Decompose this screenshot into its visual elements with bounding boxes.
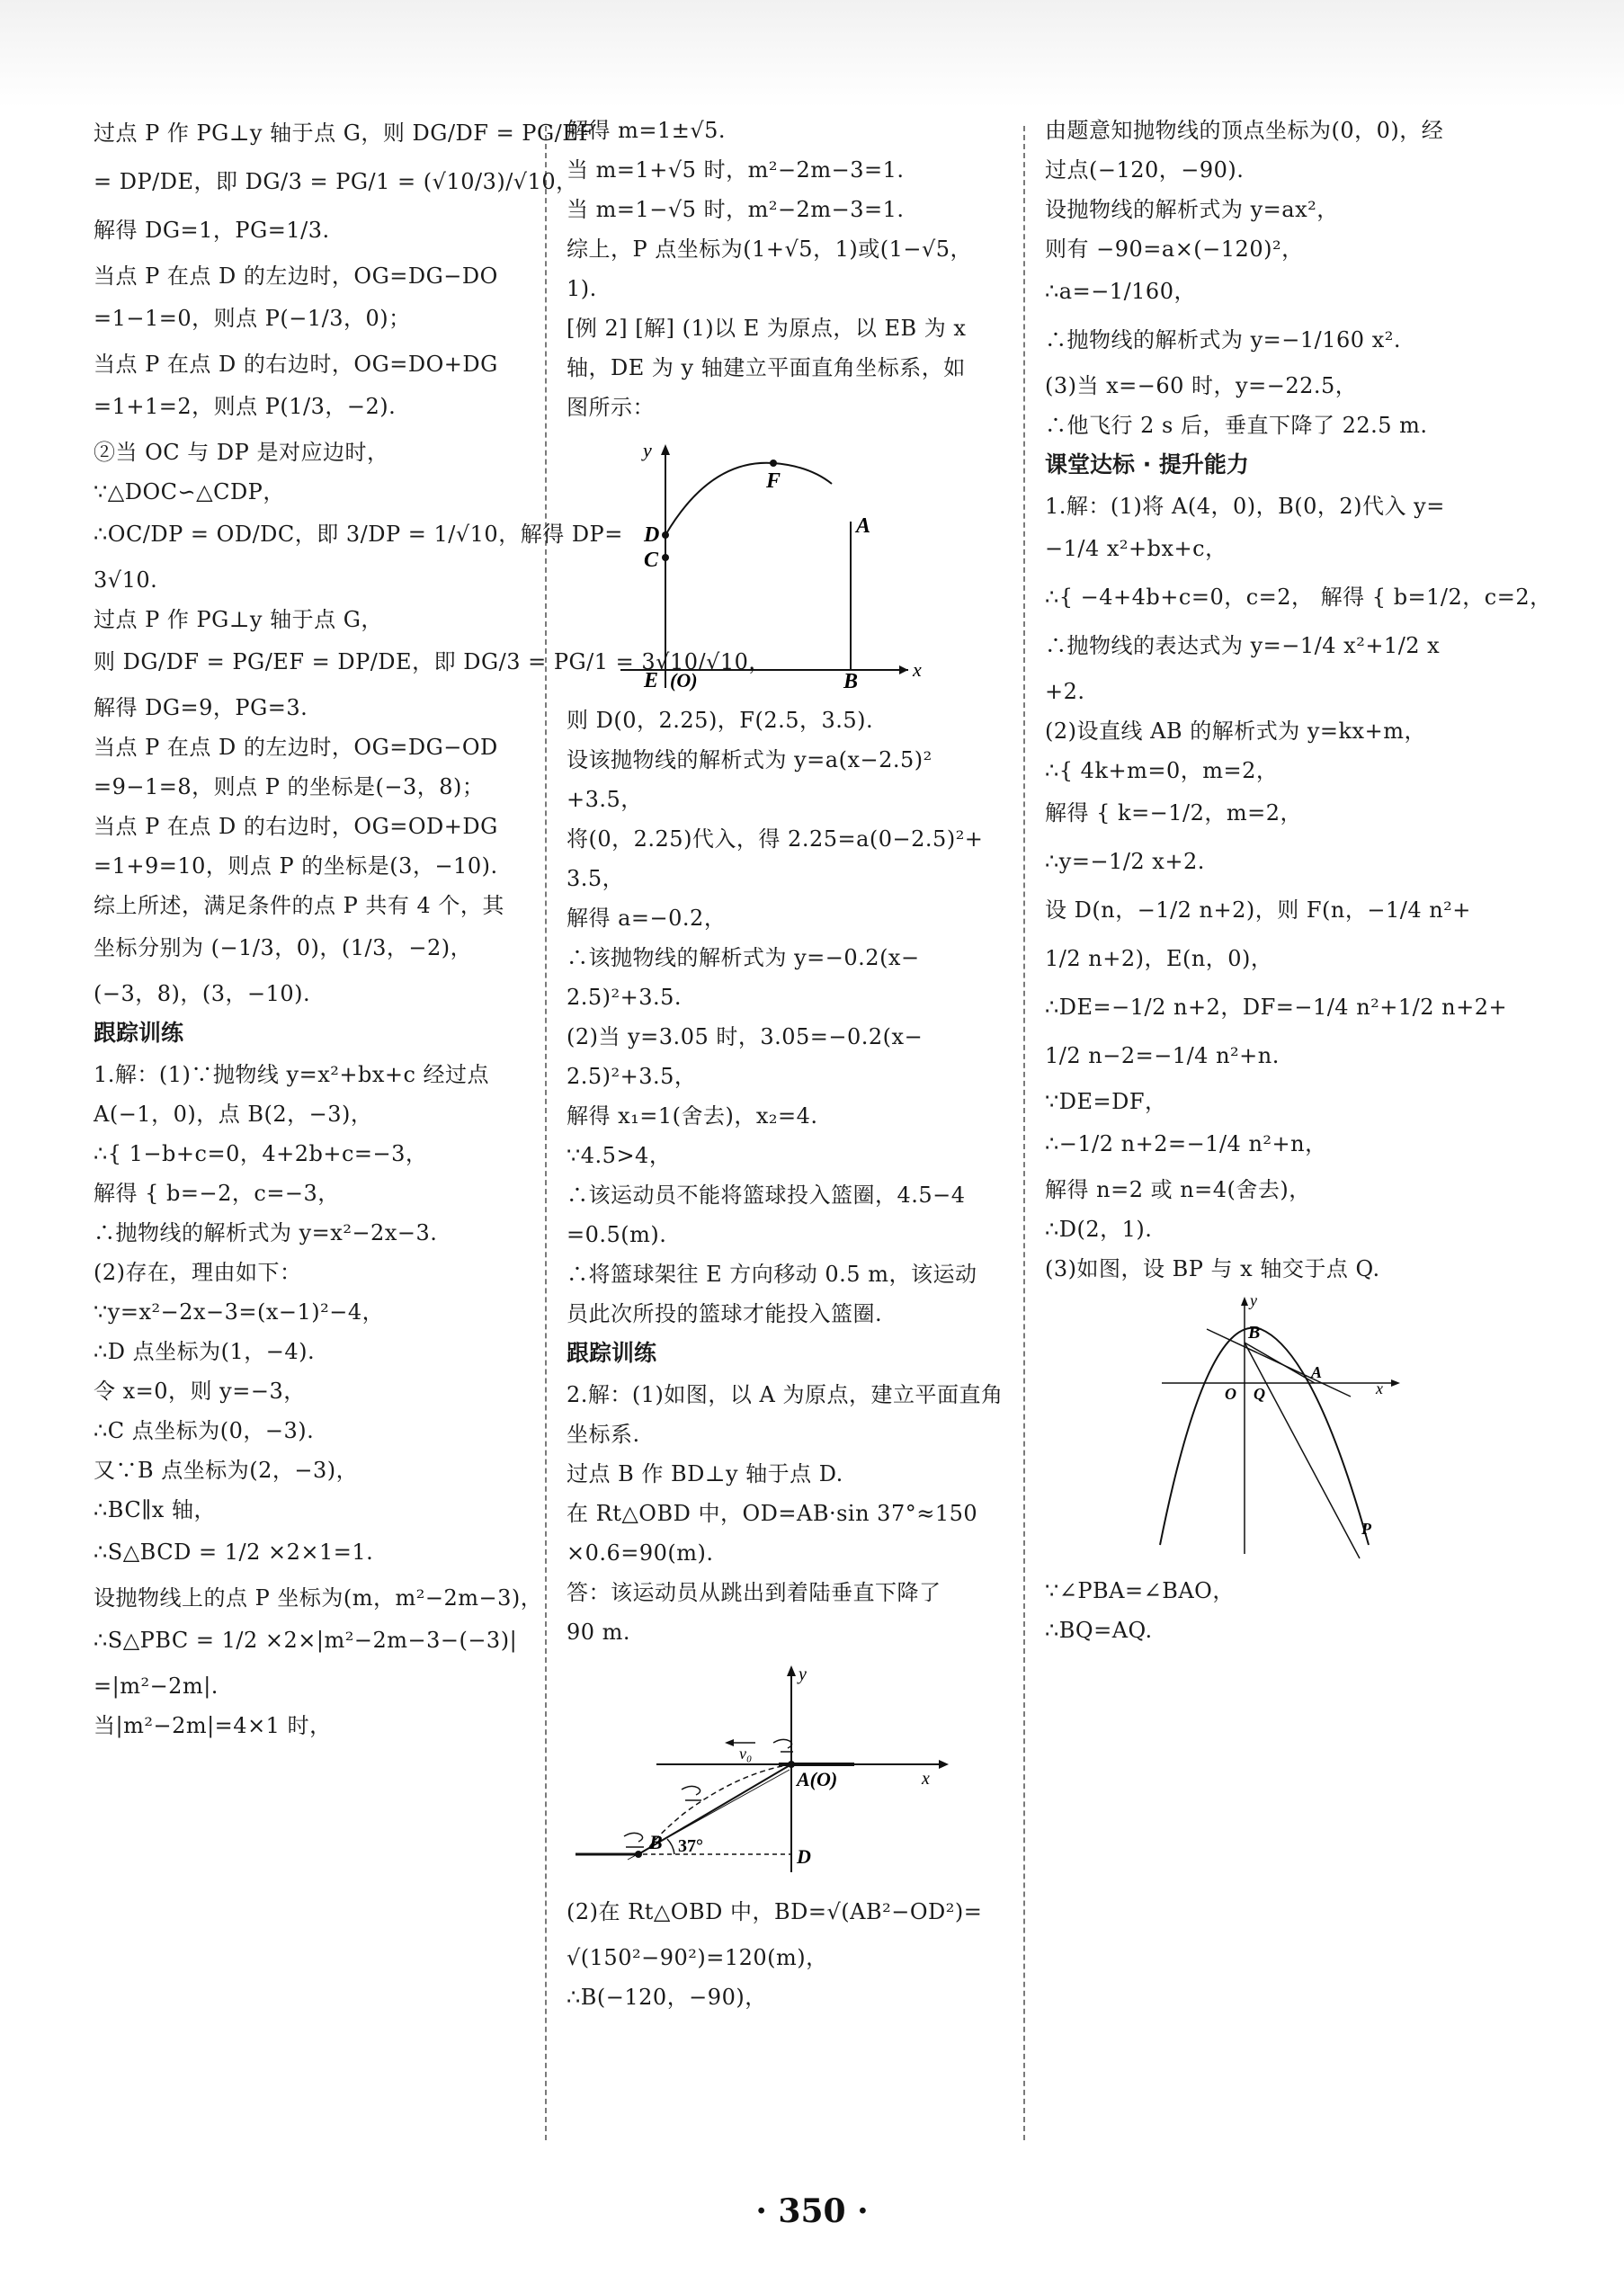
text-line: 设 D(n，−1/2 n+2)，则 F(n，−1/4 n²+ bbox=[1045, 897, 1471, 923]
text-line: ×0.6=90(m). bbox=[567, 1540, 714, 1566]
text-line: 则 D(0，2.25)，F(2.5，3.5). bbox=[567, 708, 874, 733]
text-line: ∴BC∥x 轴， bbox=[94, 1497, 216, 1522]
text-line: 1). bbox=[567, 276, 597, 301]
label-B: B bbox=[1248, 1323, 1261, 1343]
label-B: B bbox=[649, 1831, 663, 1853]
text-line: 过点 B 作 BD⊥y 轴于点 D. bbox=[567, 1461, 843, 1486]
column-divider bbox=[1023, 126, 1025, 2140]
text-line: 2.5)²+3.5， bbox=[567, 1064, 697, 1089]
label-A: A bbox=[1311, 1363, 1323, 1381]
text-line: 1.解：(1)将 A(4，0)，B(0，2)代入 y= bbox=[1045, 494, 1445, 519]
text-line: [例 2] [解] (1)以 E 为原点，以 EB 为 x bbox=[567, 316, 967, 341]
basketball-parabola-figure bbox=[567, 432, 944, 692]
text-line: 解得 x₁=1(舍去)，x₂=4. bbox=[567, 1103, 818, 1129]
text-line: +2. bbox=[1045, 679, 1085, 704]
text-line: −1/4 x²+bx+c， bbox=[1045, 536, 1227, 561]
label-C: C bbox=[644, 549, 659, 572]
text-line: ∵y=x²−2x−3=(x−1)²−4， bbox=[94, 1299, 385, 1325]
text-line: 当点 P 在点 D 的右边时，OG=OD+DG bbox=[94, 814, 498, 839]
text-line: ∴他飞行 2 s 后，垂直下降了 22.5 m. bbox=[1045, 413, 1428, 438]
parabola-bp-figure bbox=[1045, 1293, 1405, 1563]
text-line: 则有 −90=a×(−120)²， bbox=[1045, 237, 1304, 262]
label-y: y bbox=[643, 439, 652, 461]
text-line: =0.5(m). bbox=[567, 1222, 667, 1247]
label-v0: v₀ bbox=[739, 1745, 753, 1763]
column-right bbox=[1045, 115, 1552, 2174]
text-line: ∴抛物线的解析式为 y=x²−2x−3. bbox=[94, 1220, 438, 1245]
label-y: y bbox=[1250, 1291, 1257, 1309]
text-line: 当点 P 在点 D 的右边时，OG=DO+DG bbox=[94, 352, 498, 377]
text-line: ∴C 点坐标为(0，−3). bbox=[94, 1418, 315, 1443]
text-line: ∴抛物线的表达式为 y=−1/4 x²+1/2 x bbox=[1045, 633, 1441, 658]
text-line: 设抛物线的解析式为 y=ax²， bbox=[1045, 197, 1339, 222]
text-line: 答：该运动员从跳出到着陆垂直下降了 bbox=[567, 1580, 941, 1605]
text-line: =9−1=8，则点 P 的坐标是(−3，8)； bbox=[94, 774, 485, 799]
text-line: 1.解：(1)∵抛物线 y=x²+bx+c 经过点 bbox=[94, 1062, 490, 1087]
section-heading: 课堂达标 · 提升能力 bbox=[1045, 451, 1249, 478]
text-line: 图所示： bbox=[567, 395, 655, 420]
section-heading: 跟踪训练 bbox=[567, 1340, 657, 1366]
text-line: 综上所述，满足条件的点 P 共有 4 个，其 bbox=[94, 893, 504, 918]
text-line: 设抛物线上的点 P 坐标为(m，m²−2m−3)， bbox=[94, 1585, 543, 1611]
label-Q: Q bbox=[1254, 1385, 1265, 1403]
text-line: 90 m. bbox=[567, 1620, 631, 1645]
text-line: (2)当 y=3.05 时，3.05=−0.2(x− bbox=[567, 1024, 924, 1049]
text-line: ∴DE=−1/2 n+2，DF=−1/4 n²+1/2 n+2+ bbox=[1045, 995, 1508, 1020]
text-line: ∴BQ=AQ. bbox=[1045, 1618, 1153, 1643]
label-O: O bbox=[1225, 1385, 1236, 1403]
text-line: 将(0，2.25)代入，得 2.25=a(0−2.5)²+ bbox=[567, 826, 984, 852]
text-line: ∴B(−120，−90)， bbox=[567, 1985, 767, 2010]
text-line: ∴{ −4+4b+c=0，c=2， 解得 { b=1/2，c=2， bbox=[1045, 585, 1552, 610]
text-line: 在 Rt△OBD 中，OD=AB·sin 37°≈150 bbox=[567, 1501, 978, 1526]
text-line: =1+1=2，则点 P(1/3，−2). bbox=[94, 394, 397, 419]
text-line: ∴y=−1/2 x+2. bbox=[1045, 849, 1205, 874]
text-line: ∵△DOC∽△CDP， bbox=[94, 479, 285, 504]
text-line: 当 m=1+√5 时，m²−2m−3=1. bbox=[567, 157, 905, 183]
text-line: 解得 n=2 或 n=4(舍去)， bbox=[1045, 1177, 1311, 1202]
label-y: y bbox=[799, 1665, 807, 1684]
text-line: 过点 P 作 PG⊥y 轴于点 G， bbox=[94, 607, 383, 632]
text-line: (2)设直线 AB 的解析式为 y=kx+m， bbox=[1045, 719, 1426, 744]
text-line: √(150²−90²)=120(m)， bbox=[567, 1945, 828, 1970]
text-line: 3√10. bbox=[94, 567, 158, 593]
label-x: x bbox=[913, 658, 922, 681]
text-line: =1−1=0，则点 P(−1/3，0)； bbox=[94, 306, 411, 331]
label-angle: 37° bbox=[678, 1836, 703, 1856]
text-line: 坐标分别为 (−1/3，0)，(1/3，−2)， bbox=[94, 935, 473, 960]
text-line: A(−1，0)，点 B(2，−3)， bbox=[94, 1102, 373, 1127]
label-E: E bbox=[644, 669, 659, 692]
section-heading: 跟踪训练 bbox=[94, 1020, 184, 1046]
text-line: +3.5， bbox=[567, 787, 643, 812]
text-line: ∴该抛物线的解析式为 y=−0.2(x− bbox=[567, 945, 920, 970]
text-line: (2)在 Rt△OBD 中，BD=√(AB²−OD²)= bbox=[567, 1899, 983, 1924]
label-D: D bbox=[644, 523, 660, 547]
text-line: (3)当 x=−60 时，y=−22.5， bbox=[1045, 373, 1358, 398]
text-line: 解得 DG=9，PG=3. bbox=[94, 695, 308, 720]
text-line: 解得 DG=1，PG=1/3. bbox=[94, 218, 330, 243]
label-D: D bbox=[797, 1845, 811, 1868]
text-line: 又∵B 点坐标为(2，−3)， bbox=[94, 1458, 359, 1483]
text-line: (−3，8)，(3，−10). bbox=[94, 981, 311, 1006]
text-line: 综上，P 点坐标为(1+√5，1)或(1−√5， bbox=[567, 237, 973, 262]
text-line: 当 m=1−√5 时，m²−2m−3=1. bbox=[567, 197, 905, 222]
label-B: B bbox=[843, 670, 859, 693]
text-line: ∴D 点坐标为(1，−4). bbox=[94, 1339, 316, 1364]
text-line: ∵4.5>4， bbox=[567, 1143, 672, 1168]
text-line: 2.5)²+3.5. bbox=[567, 985, 683, 1010]
text-line: =1+9=10，则点 P 的坐标是(3，−10). bbox=[94, 853, 498, 879]
text-line: 由题意知抛物线的顶点坐标为(0，0)，经 bbox=[1045, 118, 1444, 143]
text-line: ∴OC/DP = OD/DC，即 3/DP = 1/√10，解得 DP= bbox=[94, 522, 623, 547]
text-line: 当|m²−2m|=4×1 时， bbox=[94, 1713, 332, 1738]
text-line: 解得 m=1±√5. bbox=[567, 118, 727, 143]
text-line: 坐标系. bbox=[567, 1422, 640, 1447]
text-line: = DP/DE，即 DG/3 = PG/1 = (√10/3)/√10， bbox=[94, 169, 578, 194]
text-line: ∴该运动员不能将篮球投入篮圈，4.5−4 bbox=[567, 1183, 966, 1208]
text-line: 解得 { b=−2，c=−3， bbox=[94, 1181, 340, 1206]
text-line: ②当 OC 与 DP 是对应边时， bbox=[94, 440, 389, 465]
text-line: 3.5， bbox=[567, 866, 625, 891]
text-line: 令 x=0，则 y=−3， bbox=[94, 1379, 306, 1404]
text-line: 解得 { k=−1/2，m=2， bbox=[1045, 800, 1303, 826]
text-line: =|m²−2m|. bbox=[94, 1674, 219, 1699]
text-line: 过点(−120，−90). bbox=[1045, 157, 1245, 183]
text-line: 则 DG/DF = PG/EF = DP/DE，即 DG/3 = PG/1 = 3√10/√10， bbox=[94, 649, 771, 674]
text-line: ∴S△BCD = 1/2 ×2×1=1. bbox=[94, 1540, 374, 1565]
text-line: ∵∠PBA=∠BAO， bbox=[1045, 1578, 1235, 1603]
text-line: 轴，DE 为 y 轴建立平面直角坐标系，如 bbox=[567, 355, 966, 380]
label-O: (O) bbox=[670, 669, 698, 692]
text-line: 当点 P 在点 D 的左边时，OG=DG−OD bbox=[94, 735, 498, 760]
text-line: ∴D(2，1). bbox=[1045, 1217, 1153, 1242]
text-line: (3)如图，设 BP 与 x 轴交于点 Q. bbox=[1045, 1256, 1380, 1281]
text-line: 解得 a=−0.2， bbox=[567, 906, 727, 931]
text-line: 当点 P 在点 D 的左边时，OG=DG−DO bbox=[94, 263, 498, 289]
column-divider bbox=[545, 126, 547, 2140]
label-P: P bbox=[1361, 1520, 1371, 1538]
label-F: F bbox=[766, 469, 781, 493]
text-line: ∴将篮球架往 E 方向移动 0.5 m，该运动 bbox=[567, 1262, 977, 1287]
label-x: x bbox=[922, 1769, 930, 1789]
text-line: 设该抛物线的解析式为 y=a(x−2.5)² bbox=[567, 747, 932, 772]
column-middle bbox=[567, 115, 1005, 2174]
text-line: 1/2 n−2=−1/4 n²+n. bbox=[1045, 1043, 1280, 1068]
text-line: ∴{ 1−b+c=0，4+2b+c=−3， bbox=[94, 1141, 428, 1166]
text-line: 过点 P 作 PG⊥y 轴于点 G，则 DG/DF = PG/EF bbox=[94, 120, 594, 146]
text-line: ∴S△PBC = 1/2 ×2×|m²−2m−3−(−3)| bbox=[94, 1628, 518, 1653]
text-line: ∴a=−1/160， bbox=[1045, 279, 1196, 304]
text-line: ∴−1/2 n+2=−1/4 n²+n， bbox=[1045, 1131, 1327, 1156]
text-line: 员此次所投的篮球才能投入篮圈. bbox=[567, 1301, 883, 1326]
text-line: ∵DE=DF， bbox=[1045, 1089, 1167, 1114]
ski-jump-slope-figure bbox=[567, 1656, 962, 1881]
page-number: · 350 · bbox=[755, 2192, 869, 2230]
scan-header-band bbox=[0, 0, 1624, 108]
text-line: ∴抛物线的解析式为 y=−1/160 x². bbox=[1045, 327, 1401, 353]
label-A: A(O) bbox=[797, 1768, 838, 1790]
text-line: ∴{ 4k+m=0，m=2， bbox=[1045, 758, 1279, 783]
label-x: x bbox=[1376, 1379, 1383, 1397]
text-line: 2.解：(1)如图，以 A 为原点，建立平面直角 bbox=[567, 1382, 1004, 1407]
text-line: (2)存在，理由如下： bbox=[94, 1260, 302, 1285]
text-line: 1/2 n+2)，E(n，0)， bbox=[1045, 946, 1273, 971]
label-A: A bbox=[856, 514, 871, 538]
